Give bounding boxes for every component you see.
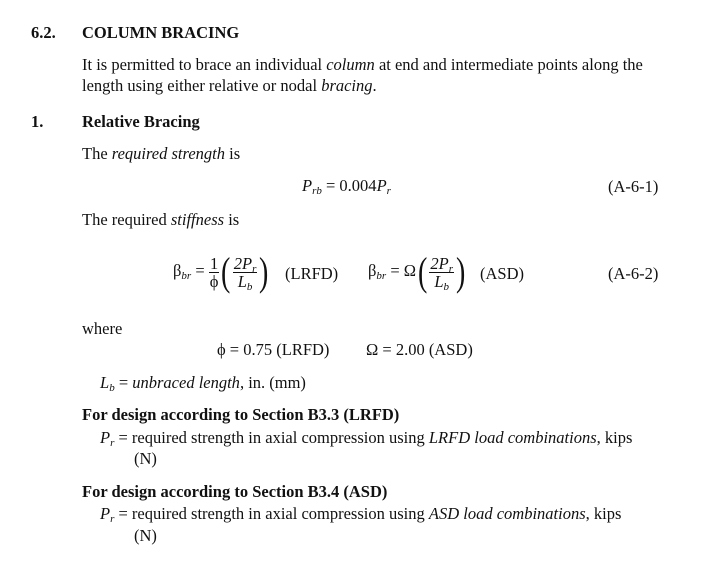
equation-label-a-6-1: (A-6-1) — [608, 177, 659, 196]
intro-term-bracing: bracing — [321, 76, 373, 95]
intro-line-2 — [82, 75, 377, 96]
equation-body: = 0.004 — [321, 176, 377, 195]
beta-symbol: β — [173, 260, 182, 280]
definition-text: , kips — [596, 428, 633, 447]
numerator: 2P — [430, 253, 449, 273]
definition-text: = required strength in axial compression using — [114, 504, 429, 523]
intro-line-1 — [82, 54, 643, 75]
numerator: 2P — [233, 253, 253, 273]
text: is — [224, 210, 240, 229]
right-paren: ) — [455, 249, 466, 294]
subsection-number: 1. — [31, 112, 44, 131]
asd-definition-line-2: (N) — [134, 526, 157, 545]
beta-symbol: β — [368, 260, 377, 280]
symbol: P — [100, 504, 111, 523]
subscript: r — [110, 437, 115, 449]
asd-heading: For design according to Section B3.4 (ASD) — [82, 482, 388, 501]
left-paren: ( — [221, 249, 231, 294]
right-paren: ) — [259, 249, 269, 294]
definition-text: , kips — [585, 504, 622, 523]
term-unbraced-length: unbraced length — [132, 373, 240, 392]
fraction-2pr-over-lb — [429, 253, 454, 293]
equation-a-6-2-lrfd — [173, 249, 271, 294]
subscript: br — [376, 269, 387, 282]
symbol: P — [302, 176, 313, 195]
denominator: ϕ — [209, 271, 219, 291]
intro-text: It is permitted to brace an individual — [82, 55, 327, 74]
equals: = — [114, 373, 133, 392]
symbol: P — [100, 428, 111, 447]
units: , in. (mm) — [239, 373, 306, 392]
intro-term-column: column — [326, 55, 375, 74]
denominator: L — [434, 271, 444, 291]
term-required-strength: required strength — [111, 144, 225, 163]
lrfd-heading: For design according to Section B3.3 (LRFD) — [82, 405, 400, 424]
term-lrfd-load-combinations: LRFD load combinations — [428, 428, 597, 447]
subscript: r — [386, 185, 391, 197]
lrfd-definition-line-2: (N) — [134, 449, 157, 468]
asd-definition-line-1 — [100, 503, 621, 524]
term-stiffness: stiffness — [170, 210, 225, 229]
text: The — [82, 144, 112, 163]
section-number: 6.2. — [31, 23, 56, 42]
equation-a-6-2-asd — [368, 249, 467, 294]
intro-text: length using either relative or nodal — [82, 76, 322, 95]
intro-text: at end and intermediate points along the — [374, 55, 643, 74]
numerator: 1 — [209, 253, 219, 273]
subscript: b — [246, 280, 253, 293]
text: is — [224, 144, 241, 163]
term-asd-load-combinations: ASD load combinations — [428, 504, 586, 523]
fraction-one-over-phi — [209, 255, 220, 290]
text: The required — [82, 210, 171, 229]
subsection-title: Relative Bracing — [82, 112, 200, 131]
where-label: where — [82, 319, 123, 338]
subscript: br — [181, 269, 192, 282]
left-paren: ( — [418, 249, 428, 294]
equation-label-a-6-2: (A-6-2) — [608, 264, 659, 283]
lrfd-definition-line-1 — [100, 427, 632, 448]
section-title: COLUMN BRACING — [82, 23, 240, 42]
subscript: b — [443, 280, 449, 293]
omega-factor: Ω = 2.00 (ASD) — [366, 340, 473, 359]
stiffness-intro — [82, 209, 239, 230]
definition-text: = required strength in axial compression using — [114, 428, 429, 447]
phi-factor: ϕ = 0.75 (LRFD) — [217, 340, 330, 359]
symbol: P — [376, 176, 387, 195]
intro-text: . — [372, 76, 377, 95]
equals: = — [191, 260, 209, 280]
subscript: rb — [312, 185, 322, 197]
lrfd-tag: (LRFD) — [285, 264, 339, 283]
subscript: b — [109, 382, 115, 394]
subscript: r — [110, 513, 115, 525]
asd-tag: (ASD) — [480, 264, 524, 283]
subscript: r — [448, 262, 453, 275]
fraction-2pr-over-lb — [233, 253, 258, 293]
lb-definition — [100, 372, 306, 393]
equals-omega: = Ω — [386, 260, 417, 280]
symbol: L — [100, 373, 110, 392]
subscript: r — [252, 262, 257, 275]
strength-intro — [82, 143, 240, 164]
equation-a-6-1 — [302, 176, 391, 196]
denominator: L — [237, 271, 247, 291]
